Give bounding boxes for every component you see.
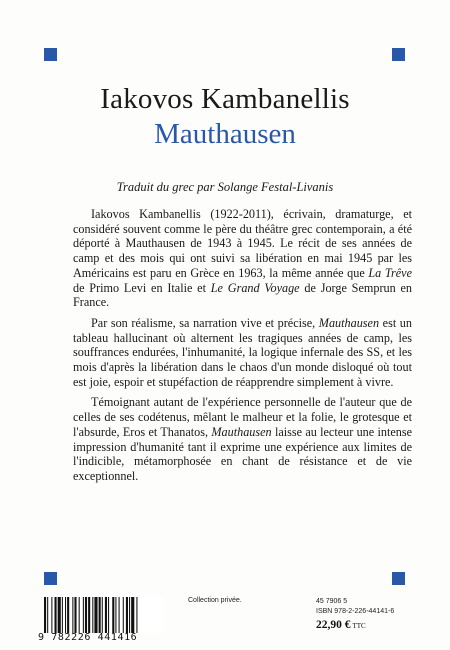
- barcode-bar: [115, 597, 116, 633]
- book-reference: Mauthausen: [211, 424, 272, 439]
- barcode-digits: 9 782226 441416: [38, 632, 138, 643]
- barcode-bar: [92, 597, 93, 633]
- barcode-bar: [85, 597, 87, 633]
- barcode-bar: [58, 597, 61, 633]
- book-reference: Le Grand Voyage: [210, 280, 300, 295]
- blurb-text: de Primo Levi en Italie et: [73, 280, 211, 295]
- barcode-bar: [126, 597, 128, 633]
- barcode-bar: [51, 597, 52, 633]
- corner-square-bottom-right: [392, 572, 405, 585]
- barcode-bar: [88, 597, 90, 633]
- product-code: 45 7906 5: [316, 598, 348, 605]
- barcode-bar: [74, 597, 76, 633]
- isbn: ISBN 978-2-226-44141-6: [316, 607, 395, 615]
- blurb-text: Témoignant autant de l'expérience personnelle de l'auteur que de celles de ses codétenus, mêlant le malheur et la folie, le grotesque et l'absurde, Eros et Thanatos,: [73, 395, 412, 439]
- barcode-bar: [119, 597, 120, 633]
- price-value: 22,90 €: [316, 619, 351, 631]
- barcode-bar: [94, 597, 97, 633]
- author-name: Iakovos Kambanellis: [100, 83, 350, 115]
- barcode-bar: [83, 597, 84, 633]
- book-title: Mauthausen: [154, 118, 296, 150]
- blurb-paragraph-2: [73, 316, 412, 390]
- blurb-paragraph-3: [73, 395, 412, 483]
- barcode-bar: [62, 597, 63, 633]
- blurb-text: laisse au lecteur une intense impression d'humanité tant il exprime une expérience aux limites de l'indicible, métamorphosée en chant de résistance et de vie exceptionnel.: [73, 424, 412, 483]
- barcode-bar: [108, 597, 109, 633]
- blurb-text: Iakovos Kambanellis (1922-2011), écrivain, dramaturge, et considéré souvent comme le père du théâtre grec contemporain, a été déporté à Mauthausen de 1943 à 1945. Le récit de ses années de camp et des mois qui ont suivi sa libération en mai 1945 par les Américains est paru en Grèce en 1963, la même année que: [73, 207, 412, 280]
- blurb-paragraph-1: [73, 207, 412, 310]
- blurb: [73, 207, 412, 490]
- translator-credit: Traduit du grec par Solange Festal-Livanis: [116, 180, 334, 194]
- barcode-bar: [105, 597, 107, 633]
- barcode-bar: [79, 597, 80, 633]
- blurb-text: est un tableau hallucinant où alternent les tragiques années de camp, les souffrances endurées, l'inhumanité, la logique infernale des SS, et les mois d'après la libération dans le chaos d'un monde disloqué où tout est joie, espoir et stupéfaction de réapprendre simplement à vivre.: [73, 315, 412, 389]
- price-suffix: TTC: [352, 622, 366, 630]
- barcode-bar: [44, 597, 46, 633]
- barcode-bar: [112, 597, 114, 633]
- barcode-bar: [72, 597, 73, 633]
- book-reference: La Trêve: [368, 265, 412, 280]
- barcode-bar: [55, 597, 57, 633]
- barcode-bar: [129, 597, 130, 633]
- barcode-bar: [102, 597, 103, 633]
- barcode-bar: [67, 597, 69, 633]
- barcode-bar: [99, 597, 101, 633]
- blurb-text: Par son réalisme, sa narration vive et précise,: [91, 315, 319, 330]
- corner-square-bottom-left: [44, 572, 57, 585]
- corner-square-top-left: [44, 48, 57, 61]
- barcode: [44, 597, 164, 633]
- book-reference: Mauthausen: [318, 315, 380, 330]
- barcode-bar: [123, 597, 124, 633]
- price: [316, 619, 366, 631]
- barcode-bar: [136, 597, 137, 633]
- collection-label: Collection privée.: [188, 597, 242, 604]
- book-codes: [316, 597, 394, 616]
- barcode-bar: [131, 597, 134, 633]
- blurb-text: de Jorge Semprun en France.: [73, 280, 412, 310]
- barcode-bar: [65, 597, 66, 633]
- corner-square-top-right: [392, 48, 405, 61]
- barcode-bar: [47, 597, 48, 633]
